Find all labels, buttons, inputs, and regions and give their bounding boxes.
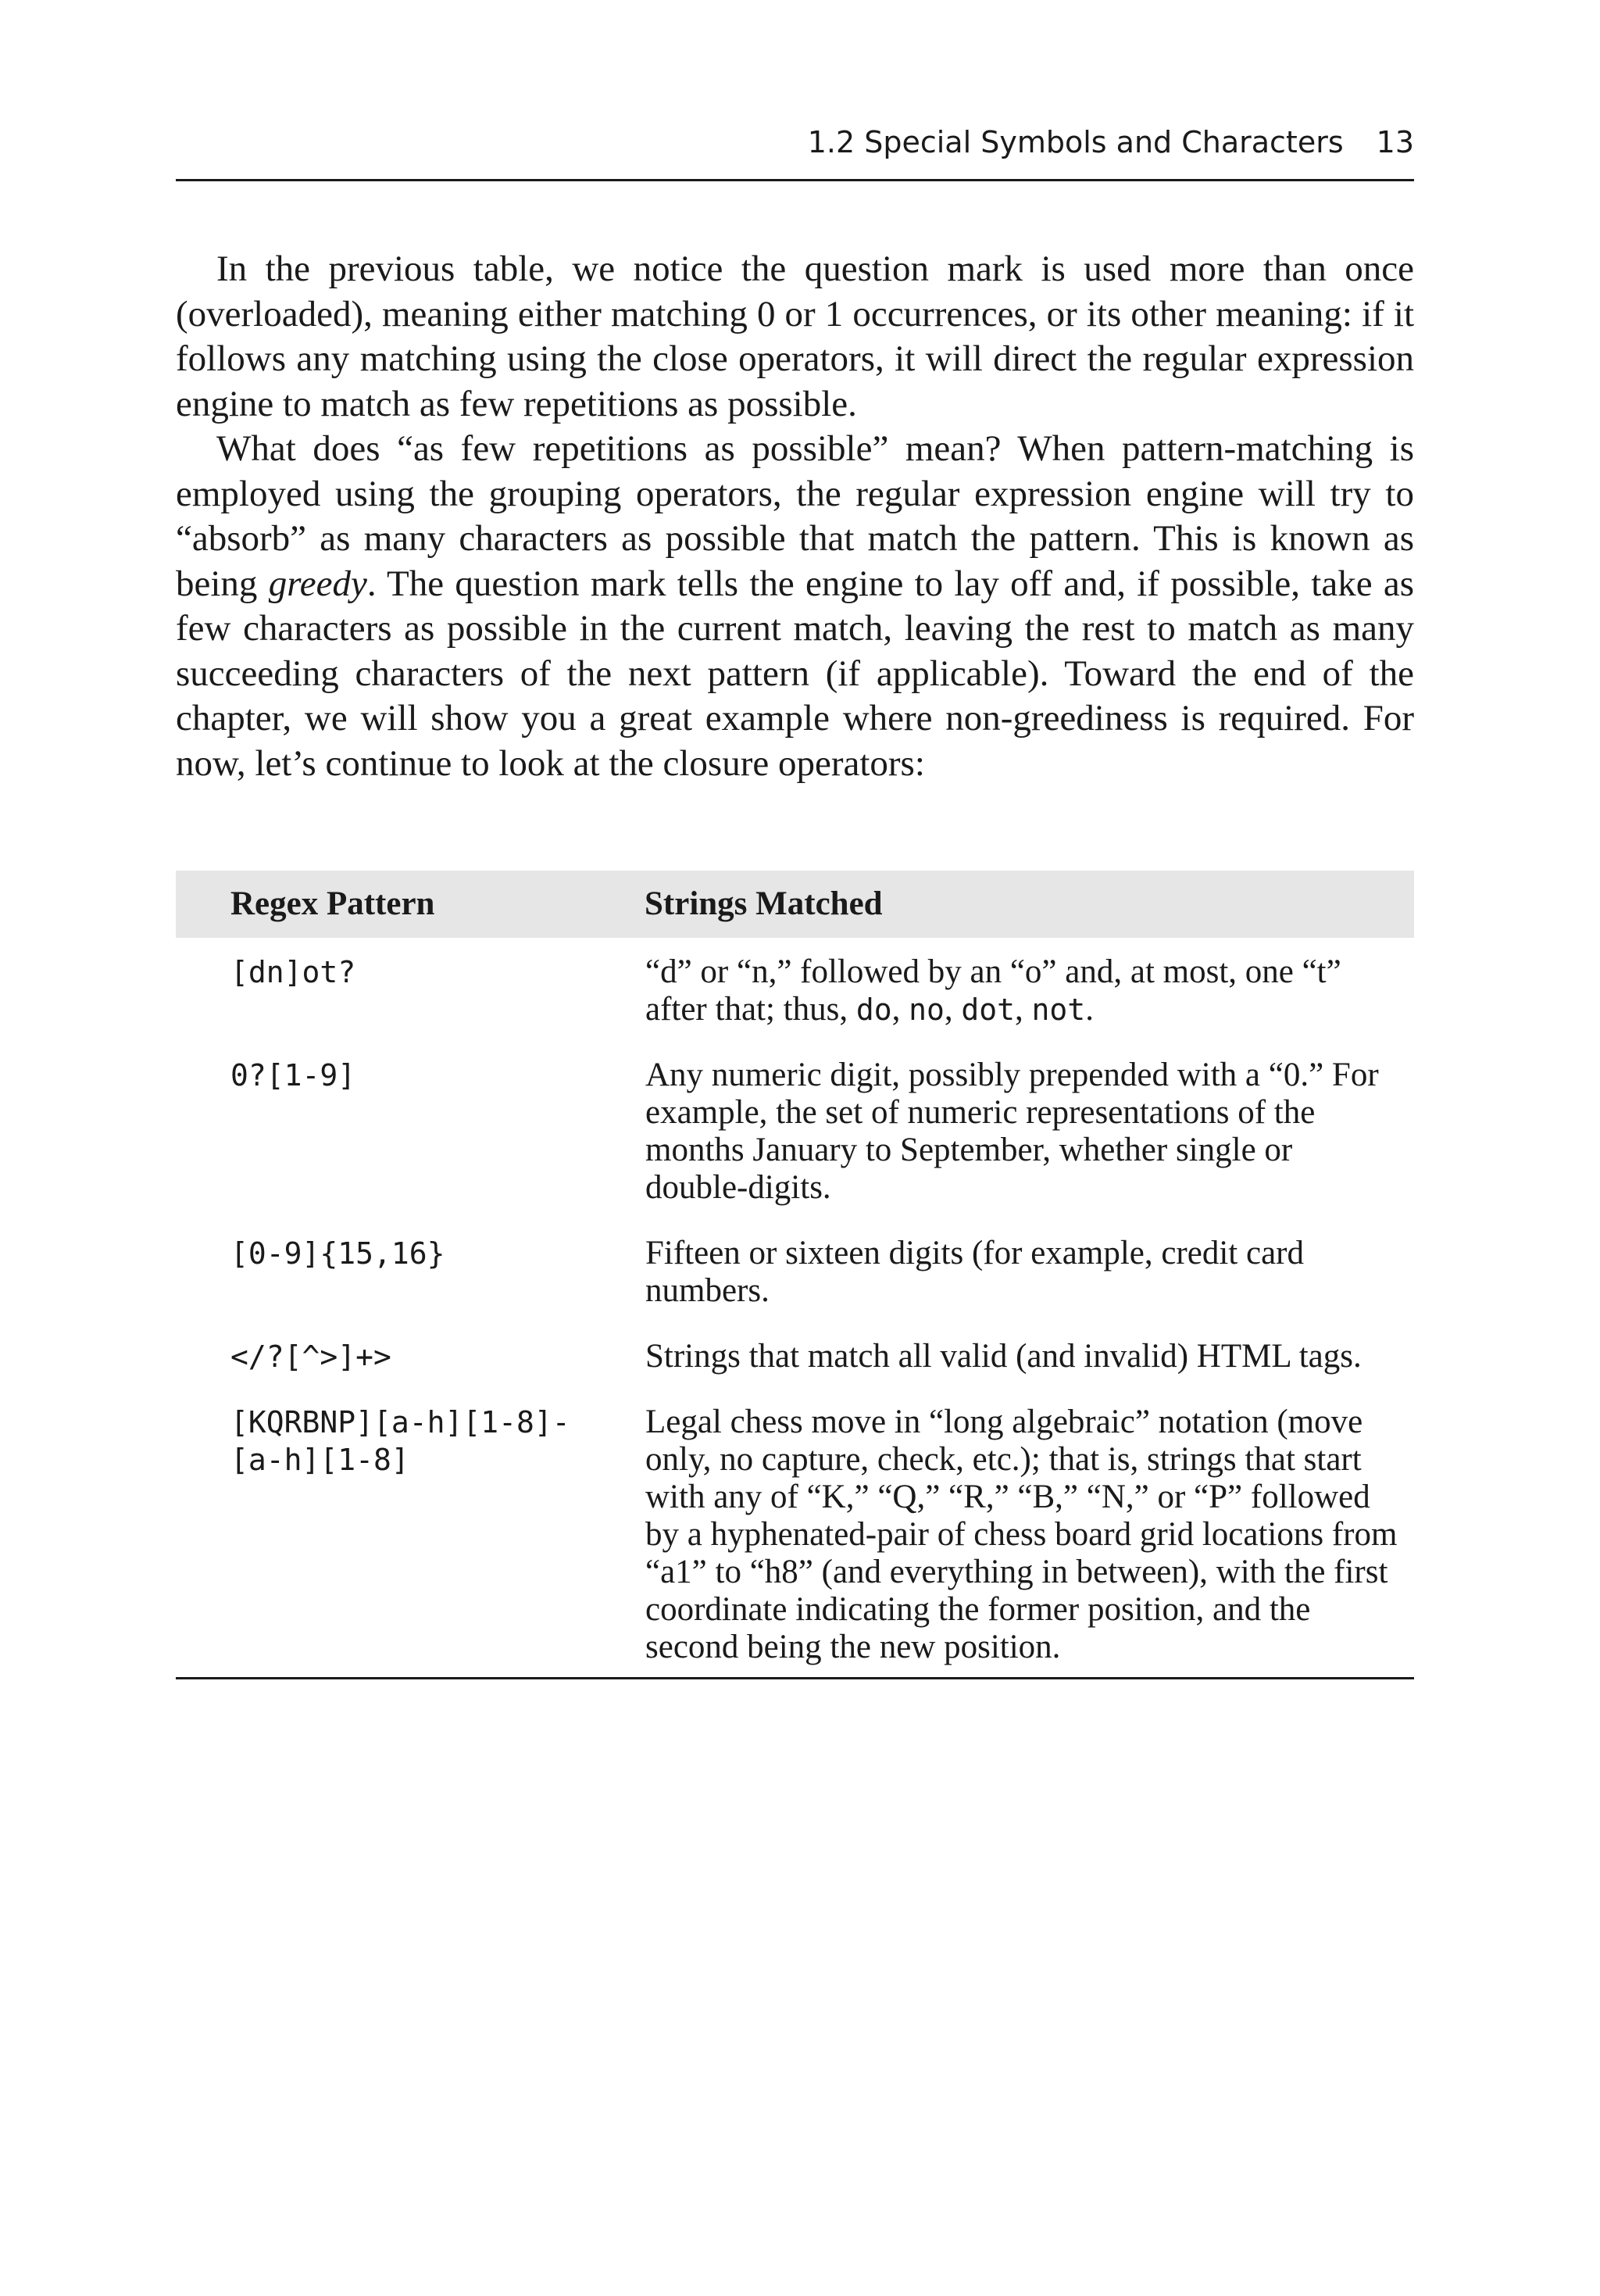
header-regex-pattern: Regex Pattern xyxy=(176,871,645,938)
pattern-cell xyxy=(176,1221,645,1324)
regex-pattern: [KQRBNP][a-h][1-8]- [a-h][1-8] xyxy=(230,1405,570,1477)
description: Any numeric digit, possibly prepended with a “0.” For example, the set of numeric representations of the months January to September, whether single or double-digits. xyxy=(645,1057,1379,1206)
regex-pattern: [0-9]{15,16} xyxy=(230,1236,445,1271)
table-header-row xyxy=(176,871,1414,938)
description: Legal chess move in “long algebraic” notation (move only, no capture, check, etc.); that is, strings that start with any of “K,” “Q,” “R,” “B,” “N,” or “P” followed by a hyphenated-pair of chess board grid locations from “a1” to “h8” (and everything in between), with the first coordinate indicating the former position, and the second being the new position. xyxy=(645,1404,1398,1665)
description-cell xyxy=(645,1324,1414,1389)
pattern-cell xyxy=(176,938,645,1042)
regex-table xyxy=(176,871,1414,1679)
greedy-term: greedy xyxy=(268,563,367,604)
description: “d” or “n,” followed by an “o” and, at most, one “t” after that; thus, xyxy=(645,953,1341,1028)
pattern-cell xyxy=(176,1389,645,1679)
paragraph-1: In the previous table, we notice the question mark is used more than once (overloaded), meaning either matching 0 or 1 occurrences, or its other meaning: if it follows any matching using the close operators, it will direct the regular expression engine to match as few repetitions as possible. xyxy=(176,249,1414,424)
description: Strings that match all valid (and invalid) HTML tags. xyxy=(645,1338,1362,1375)
regex-pattern: </?[^>]+> xyxy=(230,1339,391,1374)
description-cell xyxy=(645,1389,1414,1679)
table-row xyxy=(176,1221,1414,1324)
section-title: 1.2 Special Symbols and Characters xyxy=(807,125,1344,159)
table-row xyxy=(176,1389,1414,1679)
example-code: do xyxy=(855,992,892,1027)
paragraph-2-part-1: What does “as few repetitions as possible” mean? When pattern-matching is employed using the grouping operators, the regular expression engine will try to “absorb” as many characters as possible that match the pattern. This is known as being xyxy=(176,428,1414,604)
paragraph-2-part-2: . The question mark tells the engine to lay off and, if possible, take as few characters as possible in the current match, leaving the rest to match as many succeeding characters of the next pattern (if applicable). Toward the end of the chapter, we will show you a great example where non-greediness is required. For now, let’s continue to look at the closure operators: xyxy=(176,563,1415,784)
paragraph-2 xyxy=(176,427,1414,786)
pattern-cell xyxy=(176,1324,645,1389)
body-text xyxy=(176,247,1414,786)
description-cell xyxy=(645,1221,1414,1324)
example-code: dot xyxy=(961,992,1016,1027)
example-code: not xyxy=(1031,992,1086,1027)
description-cell: “d” or “n,” followed by an “o” and, at most, one “t” after that; thus, do, no, dot, not. xyxy=(645,953,1341,1028)
table-row xyxy=(176,938,1414,1042)
header-strings-matched: Strings Matched xyxy=(645,871,1414,938)
regex-pattern: 0?[1-9] xyxy=(230,1058,356,1093)
page-number: 13 xyxy=(1376,125,1414,159)
regex-pattern: [dn]ot? xyxy=(230,955,356,989)
description: Fifteen or sixteen digits (for example, credit card numbers. xyxy=(645,1235,1304,1309)
table-row xyxy=(176,1042,1414,1221)
table-row xyxy=(176,1324,1414,1389)
example-code: no xyxy=(909,992,945,1027)
pattern-cell xyxy=(176,1042,645,1221)
running-head xyxy=(176,125,1414,181)
description-cell xyxy=(645,1042,1414,1221)
